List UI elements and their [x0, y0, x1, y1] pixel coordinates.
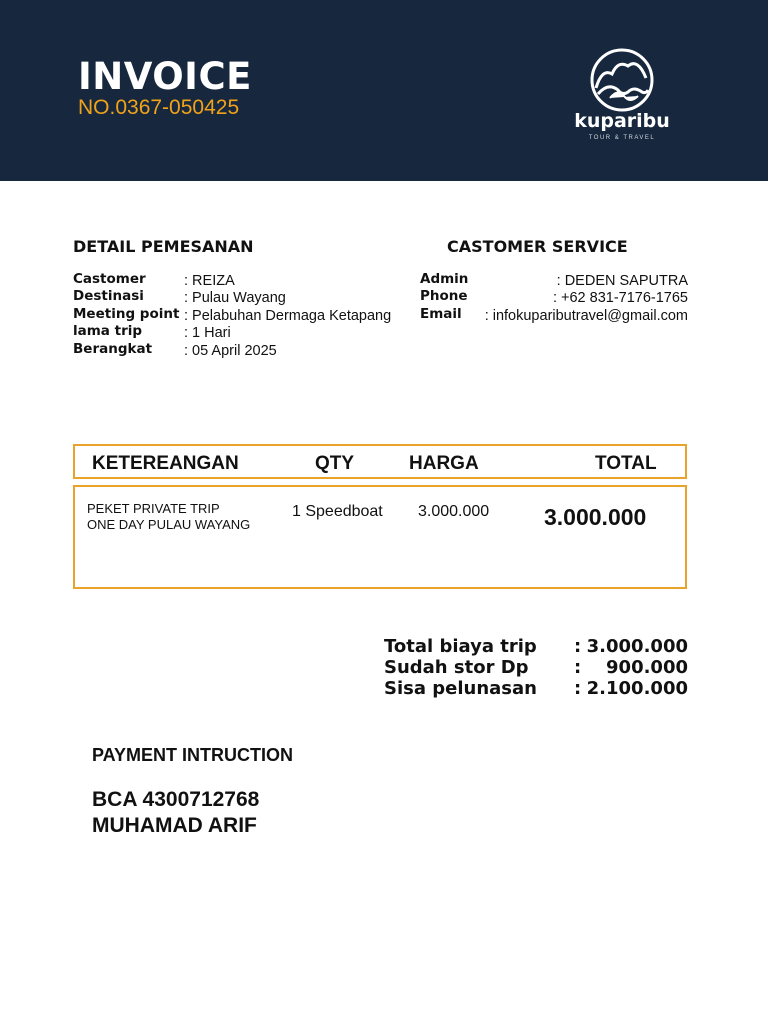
trip-length-value: : 1 Hari: [184, 325, 231, 341]
email-label: Email: [420, 306, 462, 322]
summary-dp-colon: :: [574, 657, 582, 678]
item-qty: 1 Speedboat: [292, 503, 383, 520]
logo-tagline: TOUR & TRAVEL: [588, 135, 656, 141]
item-price: 3.000.000: [418, 503, 490, 520]
phone-label: Phone: [420, 288, 468, 304]
destination-label: Destinasi: [73, 288, 144, 304]
payment-heading: PAYMENT INTRUCTION: [92, 745, 294, 765]
summary-total-label: Total biaya trip: [384, 636, 537, 657]
company-logo: [566, 46, 678, 146]
column-header-description: KETEREANGAN: [92, 453, 239, 474]
summary-balance-value: 2.100.000: [586, 678, 688, 699]
invoice-number: NO.0367-050425: [78, 96, 240, 119]
customer-value: : REIZA: [184, 273, 235, 289]
invoice-title: INVOICE: [78, 55, 252, 98]
logo-name: kuparibu: [574, 110, 670, 132]
summary-total-value: 3.000.000: [586, 636, 688, 657]
column-header-price: HARGA: [409, 453, 479, 474]
email-value: : infokupaributravel@gmail.com: [484, 308, 688, 324]
departure-label: Berangkat: [73, 341, 153, 357]
summary-balance-label: Sisa pelunasan: [384, 678, 537, 699]
trip-length-label: lama trip: [73, 323, 143, 339]
customer-label: Castomer: [73, 271, 146, 287]
column-header-qty: QTY: [315, 453, 355, 474]
summary-dp-value: 900.000: [606, 657, 688, 678]
departure-value: : 05 April 2025: [184, 343, 277, 359]
summary-balance-colon: :: [574, 678, 582, 699]
payment-account: BCA 4300712768: [92, 788, 260, 811]
wave-mountain-icon: [588, 48, 656, 112]
phone-value: : +62 831-7176-1765: [552, 290, 688, 306]
service-heading: CASTOMER SERVICE: [447, 237, 628, 256]
admin-label: Admin: [420, 271, 469, 287]
admin-value: : DEDEN SAPUTRA: [556, 273, 688, 289]
destination-value: : Pulau Wayang: [184, 290, 286, 306]
item-description-line2: ONE DAY PULAU WAYANG: [87, 517, 251, 532]
payment-account-name: MUHAMAD ARIF: [92, 814, 257, 837]
meeting-point-value: : Pelabuhan Dermaga Ketapang: [184, 308, 392, 324]
meeting-point-label: Meeting point: [73, 306, 180, 322]
item-description-line1: PEKET PRIVATE TRIP: [87, 501, 220, 516]
summary-dp-label: Sudah stor Dp: [384, 657, 529, 678]
item-total: 3.000.000: [544, 504, 647, 530]
summary-total-colon: :: [574, 636, 582, 657]
invoice-header: [0, 0, 768, 181]
booking-heading: DETAIL PEMESANAN: [73, 237, 254, 256]
column-header-total: TOTAL: [595, 453, 657, 474]
